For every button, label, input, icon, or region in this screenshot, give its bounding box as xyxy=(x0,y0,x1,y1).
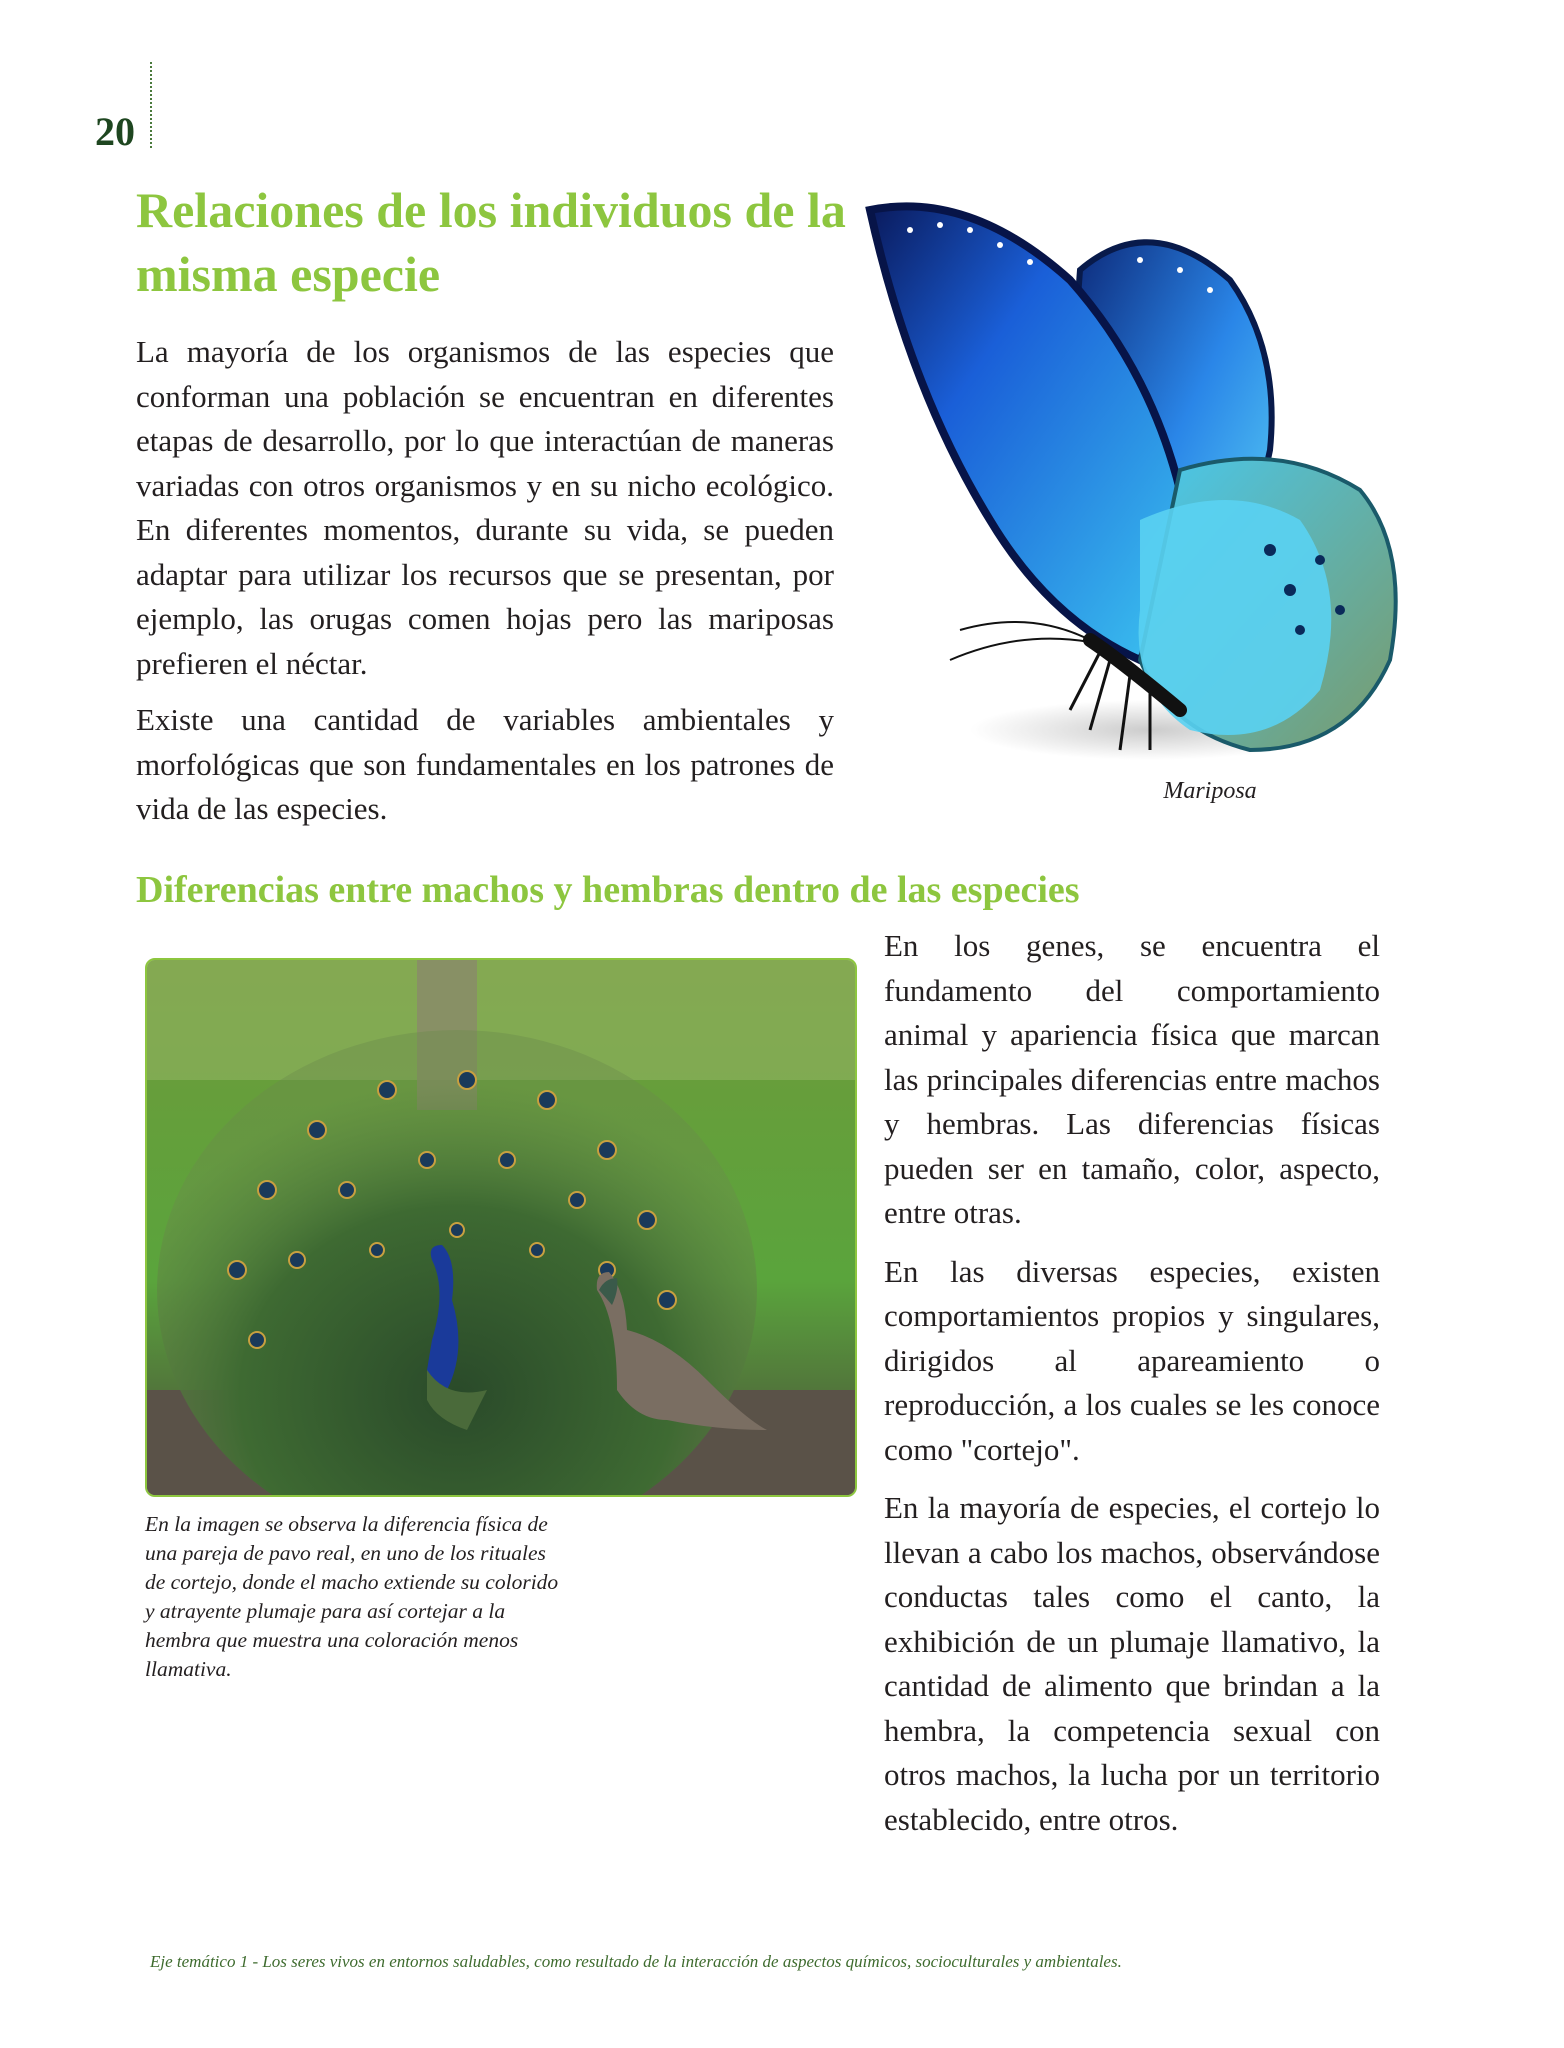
butterfly-image xyxy=(850,190,1440,790)
butterfly-caption: Mariposa xyxy=(1163,778,1257,804)
courtship-paragraph: En la mayoría de especies, el cortejo lo llevan a cabo los machos, observándose conductas tales como el canto, la exhibición de un plumaje llamativo, la cantidad de alimento que brindan a la hembra, la competencia sexual con otros machos, la lucha por un territorio establecido, entre otros. xyxy=(884,1490,1380,1837)
intro-paragraph: Existe una cantidad de variables ambientales y morfológicas que son fundamentales en los patrones de vida de las especies. xyxy=(136,702,834,826)
peacock-image xyxy=(145,958,857,1497)
page-number-divider xyxy=(150,62,152,148)
subsection-title: Diferencias entre machos y hembras dentro de las especies xyxy=(136,869,1080,911)
intro-text xyxy=(136,330,834,844)
intro-paragraph: La mayoría de los organismos de las especies que conforman una población se encuentran en diferentes etapas de desarrollo, por lo que interactúan de maneras variadas con otros organismos y en su nicho ecológico. En diferentes momentos, durante su vida, se pueden adaptar para utilizar los recursos que se presentan, por ejemplo, las orugas comen hojas pero las mariposas prefieren el néctar. xyxy=(136,334,834,681)
courtship-text xyxy=(884,924,1380,1856)
page-number: 20 xyxy=(95,109,135,154)
courtship-paragraph: En las diversas especies, existen comportamientos propios y singulares, dirigidos al apareamiento o reproducción, a los cuales se les conoce como "cortejo". xyxy=(884,1253,1380,1467)
footer-text: Eje temático 1 - Los seres vivos en entornos saludables, como resultado de la interacción de aspectos químicos, socioculturales y ambientales. xyxy=(150,1952,1122,1971)
courtship-paragraph: En los genes, se encuentra el fundamento del comportamiento animal y apariencia física que marcan las principales diferencias entre machos y hembras. Las diferencias físicas pueden ser en tamaño, color, aspecto, entre otras. xyxy=(884,928,1380,1230)
peacock-caption: En la imagen se observa la diferencia física de una pareja de pavo real, en uno de los rituales de cortejo, donde el macho extiende su colorido y atrayente plumaje para así cortejar a la hembra que muestra una coloración menos llamativa. xyxy=(145,1512,559,1681)
section-title: Relaciones de los individuos de la misma especie xyxy=(136,182,846,302)
